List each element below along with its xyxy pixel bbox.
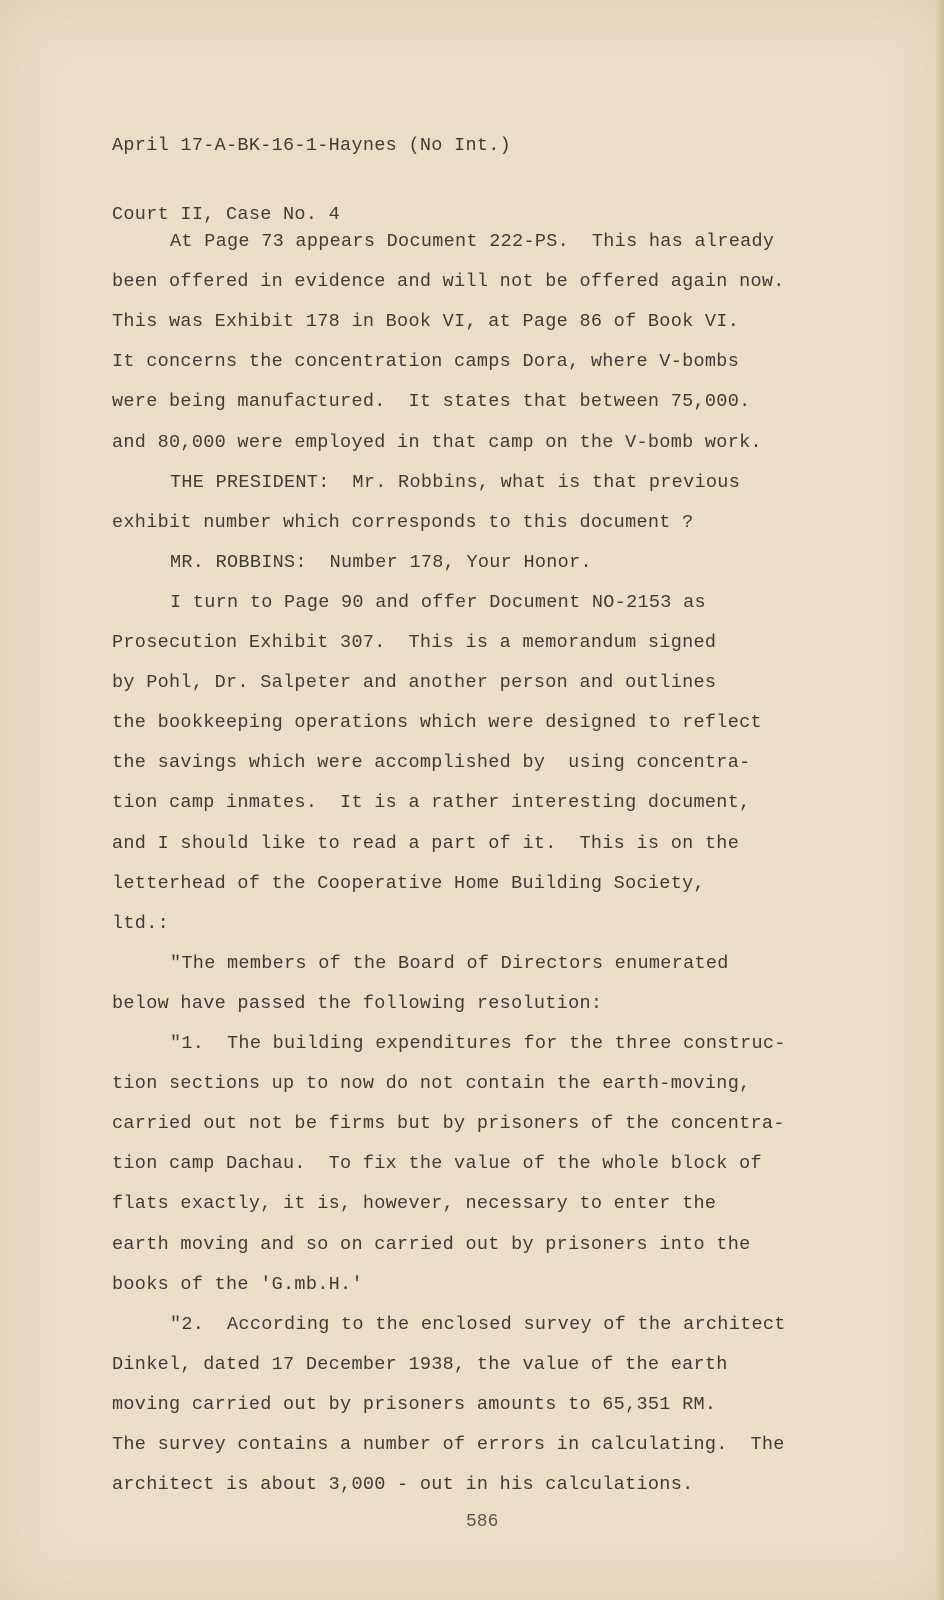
text-line: This was Exhibit 178 in Book VI, at Page 86 of Book VI. bbox=[112, 311, 740, 333]
text-line: by Pohl, Dr. Salpeter and another person and outlines bbox=[112, 672, 717, 694]
text-line: architect is about 3,000 - out in his calculations. bbox=[112, 1474, 694, 1496]
text-line: The survey contains a number of errors in calculating. The bbox=[112, 1434, 785, 1455]
text-line: were being manufactured. It states that between 75,000. bbox=[112, 391, 751, 413]
text-line: moving carried out by prisoners amounts to 65,351 RM. bbox=[112, 1393, 717, 1415]
text-line: MR. ROBBINS: Number 178, Your Honor. bbox=[170, 551, 592, 573]
text-line: Prosecution Exhibit 307. This is a memorandum signed bbox=[112, 632, 717, 653]
text-line: At Page 73 appears Document 222-PS. This has already bbox=[170, 231, 775, 252]
text-line: It concerns the concentration camps Dora, where V-bombs bbox=[112, 351, 740, 373]
header-line-2: Court II, Case No. 4 bbox=[112, 204, 341, 225]
text-line: THE PRESIDENT: Mr. Robbins, what is that previous bbox=[170, 471, 741, 493]
page-edge bbox=[936, 0, 944, 1600]
text-line: and 80,000 were employed in that camp on the V-bomb work. bbox=[112, 431, 762, 453]
text-line: and I should like to read a part of it. This is on the bbox=[112, 832, 740, 854]
text-line: been offered in evidence and will not be offered again now. bbox=[112, 271, 785, 293]
page-number: 586 bbox=[466, 1512, 499, 1532]
text-line: flats exactly, it is, however, necessary to enter the bbox=[112, 1193, 717, 1215]
text-line: exhibit number which corresponds to this document ? bbox=[112, 511, 694, 533]
text-line: books of the 'G.mb.H.' bbox=[112, 1273, 363, 1295]
text-line: the savings which were accomplished by using concentra- bbox=[112, 752, 751, 774]
text-line: "2. According to the enclosed survey of the architect bbox=[170, 1313, 786, 1335]
text-line: tion camp Dachau. To fix the value of the whole block of bbox=[112, 1153, 762, 1175]
text-line: the bookkeeping operations which were designed to reflect bbox=[112, 712, 762, 734]
header-line-1: April 17-A-BK-16-1-Haynes (No Int.) bbox=[112, 135, 512, 156]
text-line: tion sections up to now do not contain the earth-moving, bbox=[112, 1073, 751, 1095]
text-line: Dinkel, dated 17 December 1938, the value of the earth bbox=[112, 1353, 728, 1375]
text-line: earth moving and so on carried out by prisoners into the bbox=[112, 1233, 751, 1255]
text-line: letterhead of the Cooperative Home Building Society, bbox=[112, 872, 705, 894]
text-line: "The members of the Board of Directors enumerated bbox=[170, 952, 729, 974]
text-line: ltd.: bbox=[112, 912, 170, 934]
text-line: I turn to Page 90 and offer Document NO-2153 as bbox=[170, 591, 706, 613]
text-line: "1. The building expenditures for the three construc- bbox=[170, 1033, 786, 1054]
text-line: carried out not be firms but by prisoners of the concentra- bbox=[112, 1113, 785, 1135]
text-line: tion camp inmates. It is a rather interesting document, bbox=[112, 792, 751, 814]
text-line: below have passed the following resolution: bbox=[112, 992, 603, 1014]
